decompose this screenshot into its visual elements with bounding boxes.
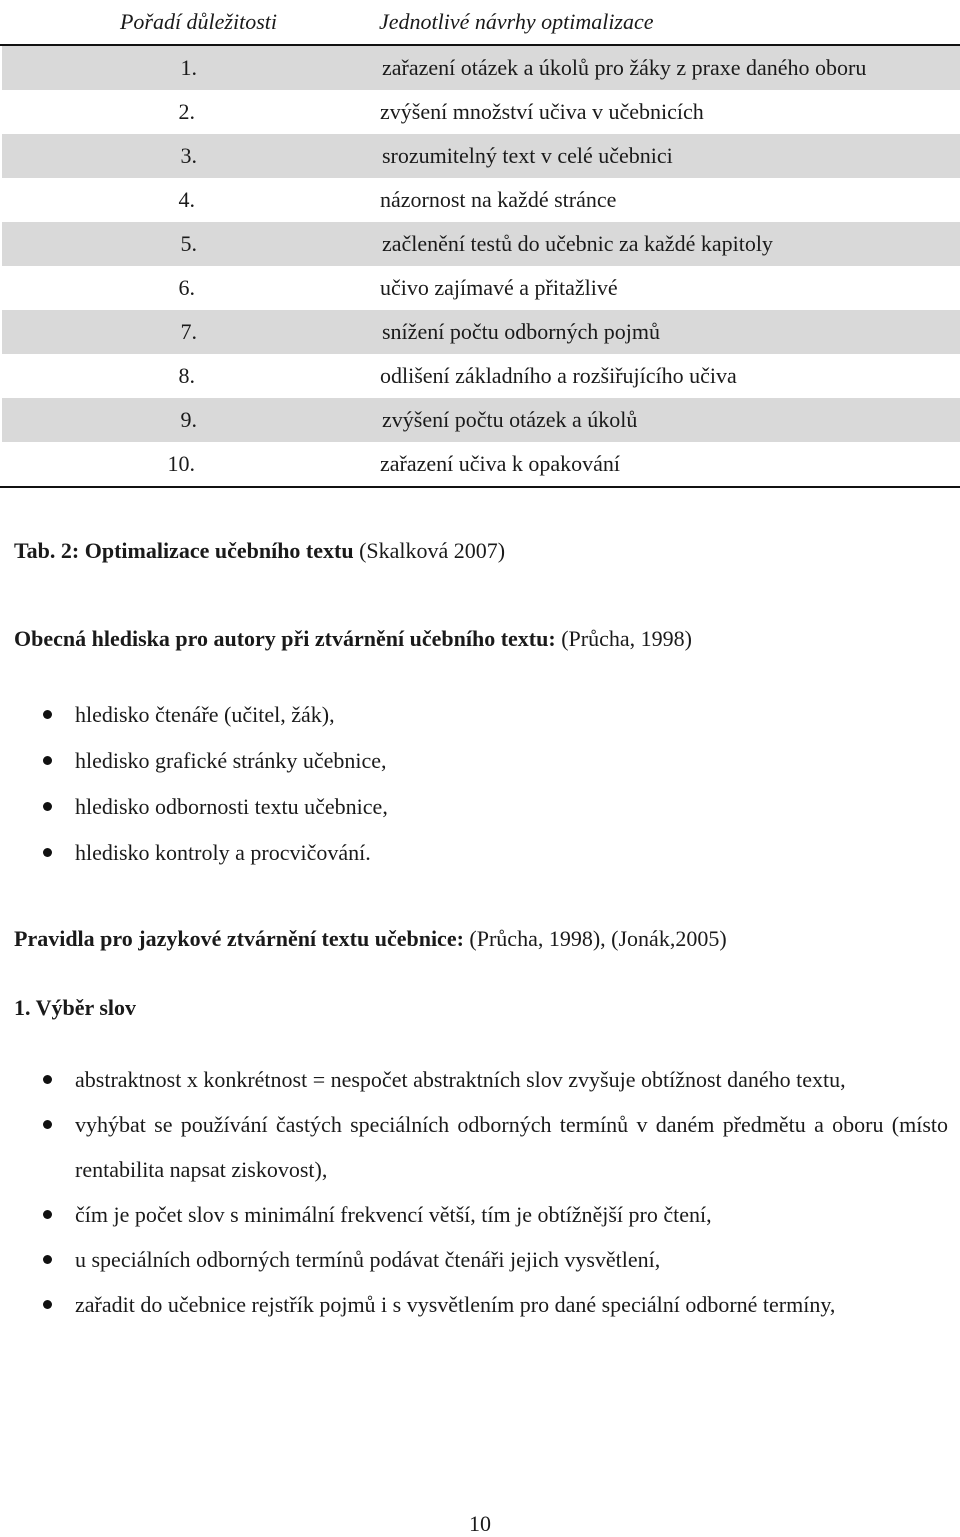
- row-text: názornost na každé stránce: [380, 187, 617, 212]
- page-number: 10: [469, 1511, 491, 1536]
- section-heading-text: Pravidla pro jazykové ztvárnění textu učebnice:: [14, 926, 464, 951]
- header-rank: Pořadí důležitosti: [119, 9, 277, 34]
- section-heading-text: Obecná hlediska pro autory při ztvárnění učebního textu:: [14, 626, 556, 651]
- row-rank: 3.: [180, 143, 197, 168]
- list-item-text: hledisko čtenáře (učitel, žák),: [75, 702, 335, 727]
- table-row: [2, 222, 960, 266]
- list-item: [0, 1237, 960, 1282]
- table-row: [0, 90, 960, 134]
- row-text: zvýšení počtu otázek a úkolů: [382, 407, 638, 432]
- table-row: [2, 134, 960, 178]
- bullet-icon: [43, 756, 52, 765]
- table-row: [2, 310, 960, 354]
- table-caption: [14, 538, 505, 564]
- row-rank: 5.: [180, 231, 197, 256]
- row-rank: 2.: [178, 99, 195, 124]
- row-rank: 7.: [180, 319, 197, 344]
- bullet-icon: [43, 1300, 52, 1309]
- row-text: snížení počtu odborných pojmů: [382, 319, 661, 344]
- row-text: zvýšení množství učiva v učebnicích: [380, 99, 704, 124]
- bullet-icon: [43, 1255, 52, 1264]
- row-text: odlišení základního a rozšiřujícího učiva: [380, 363, 737, 388]
- row-text: učivo zajímavé a přitažlivé: [380, 275, 618, 300]
- list-item-text: abstraktnost x konkrétnost = nespočet abstraktních slov zvyšuje obtížnost daného textu,: [75, 1067, 846, 1092]
- table-row: [0, 266, 960, 310]
- list-item: [0, 1192, 960, 1237]
- header-proposal: Jednotlivé návrhy optimalizace: [379, 9, 654, 34]
- list-item: [0, 784, 960, 830]
- subheading-word-choice: 1. Výběr slov: [14, 995, 137, 1020]
- section-heading-language-rules: [14, 926, 727, 952]
- table-header-row: [0, 0, 960, 46]
- list-item-text: hledisko odbornosti textu učebnice,: [75, 794, 388, 819]
- list-item-text: u speciálních odborných termínů podávat čtenáři jejich vysvětlení,: [75, 1247, 661, 1272]
- row-text: zařazení otázek a úkolů pro žáky z praxe daného oboru: [382, 55, 867, 80]
- list-item: [0, 1102, 960, 1192]
- list-item: [0, 1282, 960, 1327]
- optimization-table: [0, 0, 960, 488]
- row-rank: 1.: [180, 55, 197, 80]
- language-rules-list: [0, 1057, 960, 1327]
- row-text: srozumitelný text v celé učebnici: [382, 143, 673, 168]
- list-item-text: vyhýbat se používání častých speciálních odborných termínů v daném předmětu a oboru (místo rentabilita napsat ziskovost),: [75, 1112, 948, 1182]
- bullet-icon: [43, 1075, 52, 1084]
- row-rank: 8.: [178, 363, 195, 388]
- list-item: [0, 692, 960, 738]
- section-heading-source: (Průcha, 1998): [555, 626, 692, 651]
- row-text: začlenění testů do učebnic za každé kapitoly: [382, 231, 773, 256]
- row-rank: 10.: [167, 451, 195, 476]
- caption-label: Tab. 2: Optimalizace učebního textu: [14, 538, 354, 563]
- row-rank: 9.: [180, 407, 197, 432]
- row-rank: 4.: [178, 187, 195, 212]
- list-item-text: hledisko kontroly a procvičování.: [75, 840, 371, 865]
- bullet-icon: [43, 710, 52, 719]
- table-row: [0, 354, 960, 398]
- bullet-icon: [43, 802, 52, 811]
- table-row: [0, 178, 960, 222]
- list-item-text: zařadit do učebnice rejstřík pojmů i s vysvětlením pro dané speciální odborné termíny,: [75, 1292, 836, 1317]
- caption-source: (Skalková 2007): [353, 538, 506, 563]
- table-row: [0, 442, 960, 486]
- list-item: [0, 1057, 960, 1102]
- bullet-icon: [43, 1120, 52, 1129]
- list-item-text: čím je počet slov s minimální frekvencí větší, tím je obtížnější pro čtení,: [75, 1202, 712, 1227]
- bullet-icon: [43, 848, 52, 857]
- list-item: [0, 738, 960, 784]
- section-heading-source: (Průcha, 1998), (Jonák,2005): [463, 926, 727, 951]
- section-heading-general-aspects: [14, 626, 692, 652]
- list-item: [0, 830, 960, 876]
- bullet-icon: [43, 1210, 52, 1219]
- table-row: [2, 46, 960, 90]
- table-row: [2, 398, 960, 442]
- row-text: zařazení učiva k opakování: [380, 451, 621, 476]
- row-rank: 6.: [178, 275, 195, 300]
- general-aspects-list: [0, 692, 960, 876]
- list-item-text: hledisko grafické stránky učebnice,: [75, 748, 387, 773]
